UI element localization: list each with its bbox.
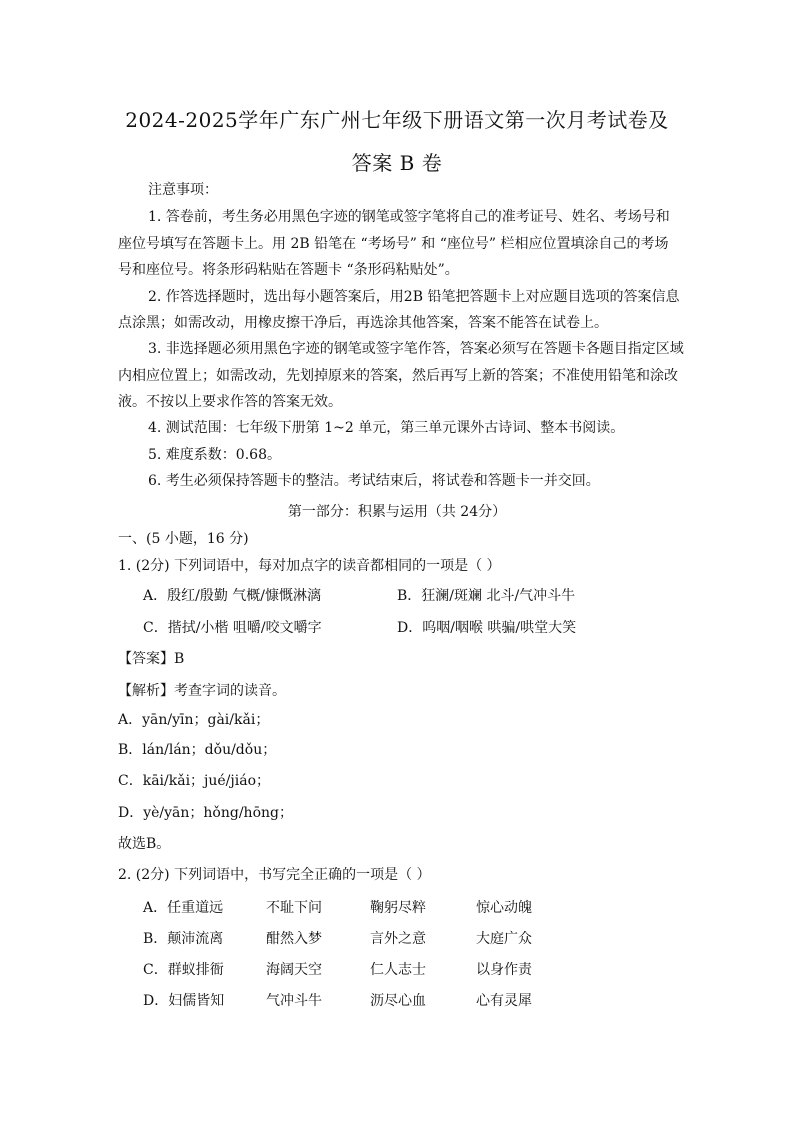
question-1-answer: 【答案】B xyxy=(118,651,185,667)
page-title-line1: 2024-2025学年广东广州七年级下册语文第一次月考试卷及 xyxy=(125,108,669,132)
question-2-row-a-col2: 不耻下问 xyxy=(266,900,322,916)
question-1-option-d: D．呜咽/咽喉 哄骗/哄堂大笑 xyxy=(397,620,577,636)
notice-line: 2. 作答选择题时，选出每小题答案后，用2B 铅笔把答题卡上对应题目选项的答案信息 xyxy=(148,289,680,305)
question-2-row-d-col2: 气冲斗牛 xyxy=(266,993,322,1009)
question-2-row-a-col1: A．任重道远 xyxy=(143,900,224,916)
notice-line: 座位号填写在答题卡上。用 2B 铅笔在 “考场号” 和 “座位号” 栏相应位置填涂自己的考场 xyxy=(118,236,669,252)
notice-line: 3. 非选择题必须用黑色字迹的钢笔或签字笔作答，答案必须写在答题卡各题目指定区域 xyxy=(148,341,684,357)
question-2-stem: 2. (2分) 下列词语中，书写完全正确的一项是（ ） xyxy=(118,867,431,883)
question-2-row-c-col3: 仁人志士 xyxy=(370,962,426,978)
section-heading: 第一部分：积累与运用（共 24分） xyxy=(287,504,507,520)
question-2-row-b-col3: 言外之意 xyxy=(370,931,426,947)
notice-line: 1. 答卷前，考生务必用黑色字迹的钢笔或签字笔将自己的准考证号、姓名、考场号和 xyxy=(148,209,670,225)
notice-line: 号和座位号。将条形码粘贴在答题卡 “条形码粘贴处”。 xyxy=(118,262,459,278)
notice-line: 6. 考生必须保持答题卡的整洁。考试结束后，将试卷和答题卡一并交回。 xyxy=(148,473,600,489)
question-1-conclusion: 故选B。 xyxy=(118,836,171,852)
notice-line: 4. 测试范围：七年级下册第 1~2 单元，第三单元课外古诗词、整本书阅读。 xyxy=(148,420,625,436)
notice-heading: 注意事项： xyxy=(148,182,218,198)
question-1-explain-a: A．yān/yīn；gài/kǎi； xyxy=(118,712,270,728)
question-2-row-b-col2: 酣然入梦 xyxy=(266,931,322,947)
question-2-row-a-col4: 惊心动魄 xyxy=(476,900,532,916)
notice-line: 液。不按以上要求作答的答案无效。 xyxy=(118,394,342,410)
question-2-row-c-col4: 以身作责 xyxy=(476,962,532,978)
question-2-row-a-col3: 鞠躬尽粹 xyxy=(370,900,426,916)
question-2-row-b-col1: B．颠沛流离 xyxy=(143,931,224,947)
question-1-option-c: C．揩拭/小楷 咀嚼/咬文嚼字 xyxy=(143,620,322,636)
question-1-analysis: 【解析】考查字词的读音。 xyxy=(118,683,286,699)
notice-line: 5. 难度系数：0.68。 xyxy=(148,447,281,463)
question-2-row-d-col1: D．妇儒皆知 xyxy=(143,993,225,1009)
question-2-row-d-col4: 心有灵犀 xyxy=(476,993,532,1009)
question-1-explain-c: C．kāi/kǎi；jué/jiáo； xyxy=(118,773,270,789)
page-title-line2: 答案 B 卷 xyxy=(351,151,443,175)
section-subheading: 一、(5 小题，16 分) xyxy=(118,531,249,547)
question-1-stem: 1. (2分) 下列词语中，每对加点字的读音都相同的一项是（ ） xyxy=(118,558,501,574)
question-2-row-c-col2: 海阔天空 xyxy=(266,962,322,978)
question-1-explain-d: D．yè/yān；hǒng/hōng； xyxy=(118,805,293,821)
question-2-row-c-col1: C．群蚁排衙 xyxy=(143,962,224,978)
question-1-explain-b: B．lán/lán；dǒu/dǒu； xyxy=(118,742,277,758)
question-1-option-b: B．狂澜/斑斓 北斗/气冲斗牛 xyxy=(397,588,576,604)
notice-line: 内相应位置上；如需改动，先划掉原来的答案，然后再写上新的答案；不准使用铅笔和涂改 xyxy=(118,368,678,384)
question-2-row-b-col4: 大庭广众 xyxy=(476,931,532,947)
question-1-option-a: A．殷红/殷勤 气概/慷慨淋漓 xyxy=(143,588,321,604)
notice-line: 点涂黑；如需改动，用橡皮擦干净后，再选涂其他答案，答案不能答在试卷上。 xyxy=(118,315,608,331)
question-2-row-d-col3: 沥尽心血 xyxy=(370,993,426,1009)
